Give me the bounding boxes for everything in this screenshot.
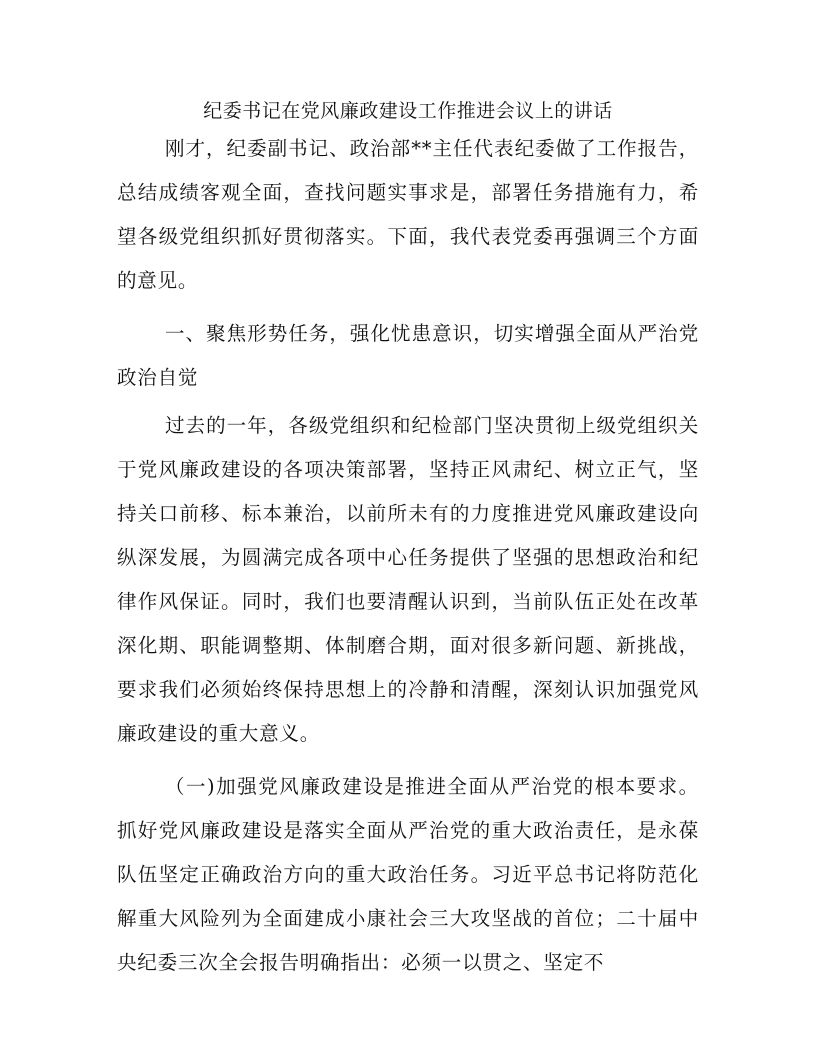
paragraph-past-year: 过去的一年，各级党组织和纪检部门坚决贯彻上级党组织关于党风廉政建设的各项决策部署，坚持正风肃纪、树立正气，坚持关口前移、标本兼治，以前所未有的力度推进党风廉政建设向纵深发展，为圆满完成各项中心任务提供了坚强的思想政治和纪律作风保证。同时，我们也要清醒认识到，当前队伍正处在改革深化期、职能调整期、体制磨合期，面对很多新问题、新挑战，要求我们必须始终保持思想上的冷静和清醒，深刻认识加强党风廉政建设的重大意义。	[117, 414, 699, 745]
paragraph-subpoint-one: （一)加强党风廉政建设是推进全面从严治党的根本要求。抓好党风廉政建设是落实全面从严治党的重大政治责任，是永葆队伍坚定正确政治方向的重大政治任务。习近平总书记将防范化解重大风险列为全面建成小康社会三大攻坚战的首位；二十届中央纪委三次全会报告明确指出：必须一以贯之、坚定不	[117, 775, 699, 974]
section-heading-one: 一、聚焦形势任务，强化忧患意识，切实增强全面从严治党政治自觉	[117, 322, 699, 389]
paragraph-intro: 刚才，纪委副书记、政治部**主任代表纪委做了工作报告，总结成绩客观全面，查找问题实事求是，部署任务措施有力，希望各级党组织抓好贯彻落实。下面，我代表党委再强调三个方面的意见。	[117, 137, 699, 292]
document-title: 纪委书记在党风廉政建设工作推进会议上的讲话	[203, 100, 613, 122]
